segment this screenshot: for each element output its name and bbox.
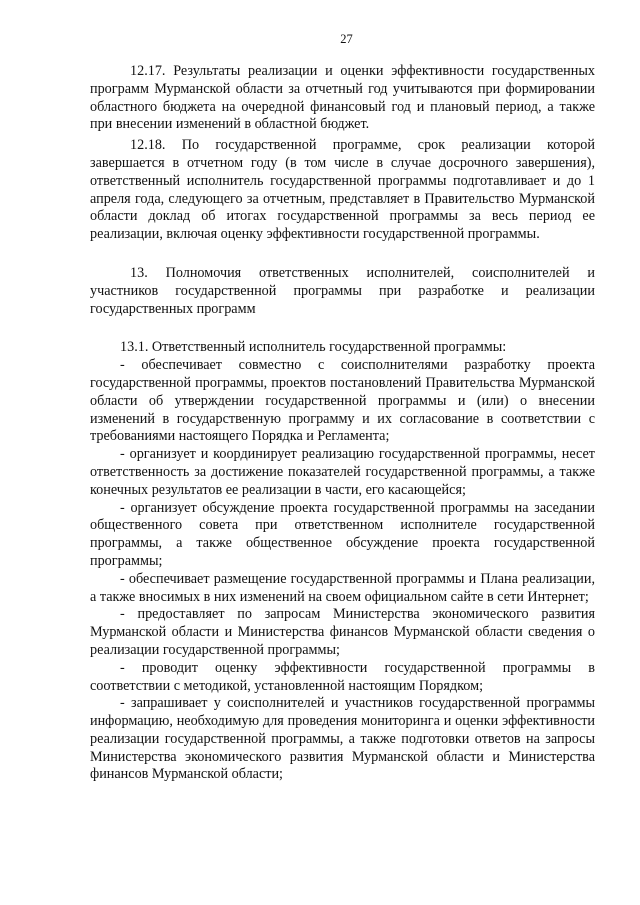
page-number: 27	[340, 32, 353, 46]
document-page	[90, 32, 595, 784]
paragraph-12-18: 12.18. По государственной программе, срок реализации которой завершается в отчетном году (в том числе в случае досрочного завершения), ответственный исполнитель государственной программы подготавливает и до 1 апреля года, следующего за отчетным, представляет в Правительство Мурманской области доклад об итогах государственной программы за весь период ее реализации, включая оценку эффективности государственной программы.	[90, 137, 595, 243]
list-item: - обеспечивает совместно с соисполнителями разработку проекта государственной программы, проектов постановлений Правительства Мурманской области об утверждении государственной программы и (или) о внесении изменений в государственную программу и их согласование в соответствии с требованиями настоящего Порядка и Регламента;	[90, 357, 595, 445]
list-item: - запрашивает у соисполнителей и участников государственной программы информацию, необходимую для проведения мониторинга и оценки эффективности реализации государственной программы, а также подготовки ответов на запросы Министерства экономического развития Мурманской области и Министерства финансов Мурманской области;	[90, 695, 595, 783]
list-item: - организует обсуждение проекта государственной программы на заседании общественного совета при ответственном исполнителе государственной программы, а также общественное обсуждение проекта государственной программы;	[90, 499, 595, 569]
list-item: - организует и координирует реализацию государственной программы, несет ответственность за достижение показателей государственной программы, а также конечных результатов ее реализации в части, его касающейся;	[90, 446, 595, 498]
list-item: - обеспечивает размещение государственной программы и Плана реализации, а также вносимых в них изменений на своем официальном сайте в сети Интернет;	[90, 570, 595, 605]
list-item: - предоставляет по запросам Министерства экономического развития Мурманской области и Министерства финансов Мурманской области сведения о реализации государственной программы;	[90, 606, 595, 658]
list-item: - проводит оценку эффективности государственной программы в соответствии с методикой, установленной настоящим Порядком;	[90, 659, 595, 694]
section-13-heading: 13. Полномочия ответственных исполнителей, соисполнителей и участников государственной программы при разработке и реализации государственных программ	[90, 264, 595, 317]
paragraph-13-1: 13.1. Ответственный исполнитель государственной программы:	[120, 339, 507, 356]
paragraph-12-17: 12.17. Результаты реализации и оценки эффективности государственных программ Мурманской области за отчетный год учитываются при формировании областного бюджета на очередной финансовый год и плановый период, а также при внесении изменений в областной бюджет.	[90, 63, 595, 133]
